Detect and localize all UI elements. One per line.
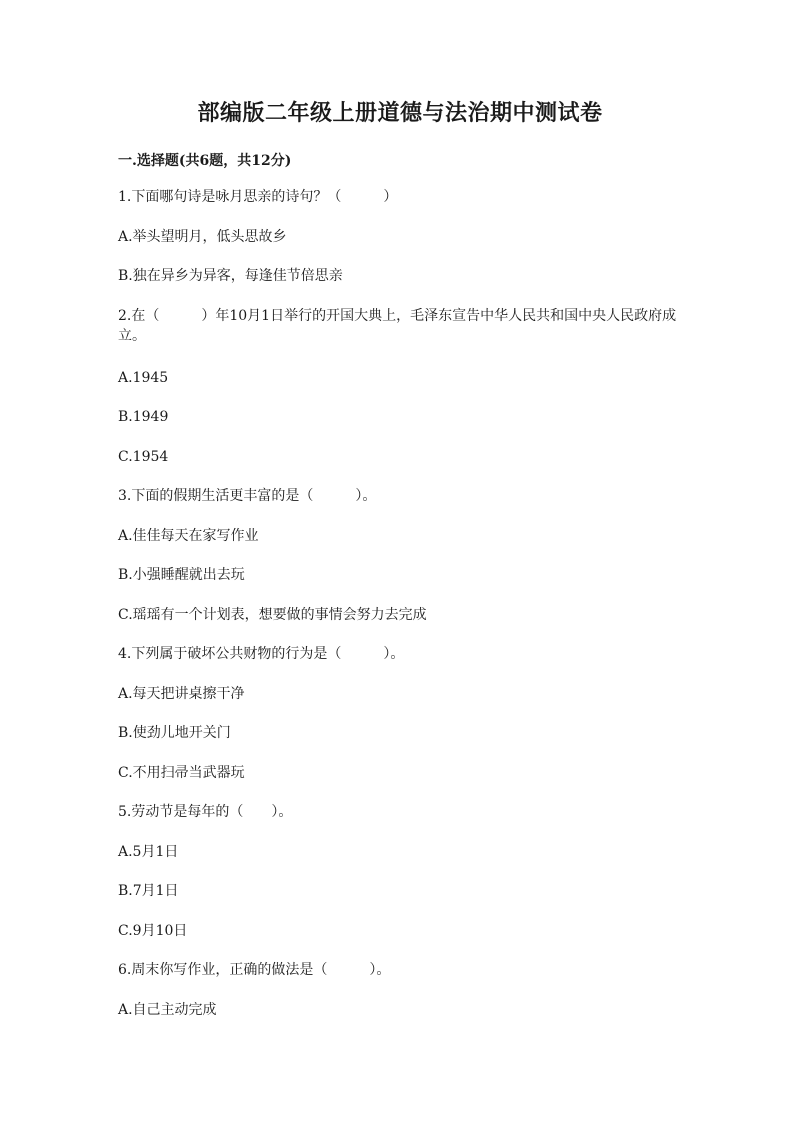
question-4-option-c: C.不用扫帚当武器玩 [118, 765, 245, 781]
question-5-option-b: B.7月1日 [118, 883, 179, 899]
question-1-option-a: A.举头望明月，低头思故乡 [118, 229, 287, 245]
page-title: 部编版二年级上册道德与法治期中测试卷 [197, 100, 603, 126]
question-6-stem: 6.周末你写作业，正确的做法是（ ）。 [118, 962, 391, 978]
question-3-option-b: B.小强睡醒就出去玩 [118, 567, 245, 583]
question-3-option-c: C.瑶瑶有一个计划表，想要做的事情会努力去完成 [118, 607, 427, 623]
question-2-option-b: B.1949 [118, 409, 169, 425]
question-2-option-c: C.1954 [118, 449, 169, 465]
section-heading: 一.选择题(共6题，共12分) [118, 153, 292, 169]
question-4-option-b: B.使劲儿地开关门 [118, 725, 231, 741]
question-3-option-a: A.佳佳每天在家写作业 [118, 528, 259, 544]
question-5-option-c: C.9月10日 [118, 923, 188, 939]
question-1-option-b: B.独在异乡为异客，每逢佳节倍思亲 [118, 268, 343, 284]
question-2-option-a: A.1945 [118, 370, 169, 386]
question-4-stem: 4.下列属于破坏公共财物的行为是（ ）。 [118, 646, 405, 662]
question-5-stem: 5.劳动节是每年的（ ）。 [118, 804, 293, 820]
question-4-option-a: A.每天把讲桌擦干净 [118, 686, 245, 702]
question-5-option-a: A.5月1日 [118, 844, 179, 860]
question-2-stem: 2.在（ ）年10月1日举行的开国大典上，毛泽东宣告中华人民共和国中央人民政府成立。 [118, 308, 677, 344]
question-6-option-a: A.自己主动完成 [118, 1002, 217, 1018]
question-1-stem: 1.下面哪句诗是咏月思亲的诗句？（ ） [118, 189, 398, 205]
question-3-stem: 3.下面的假期生活更丰富的是（ ）。 [118, 488, 377, 504]
